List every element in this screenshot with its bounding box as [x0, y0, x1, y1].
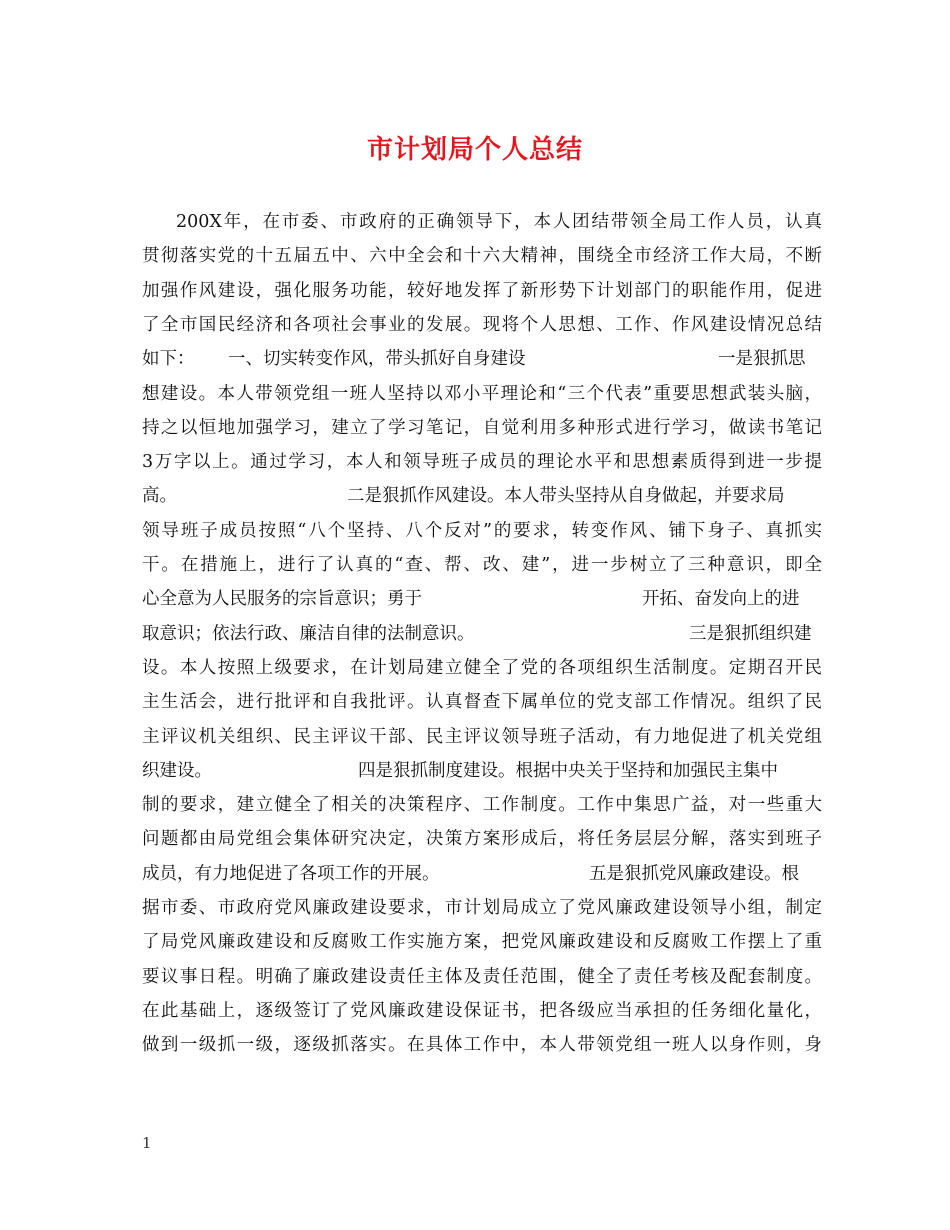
body-line-segment: 四是狠抓制度建设。根据中央关于坚持和加强民主集中	[358, 760, 778, 781]
body-line: 想建设。本人带领党组一班人坚持以邓小平理论和“三个代表”重要思想武装头脑，	[142, 383, 822, 404]
body-line: 据市委、市政府党风廉政建设要求，市计划局成立了党风廉政建设领导小组，制定	[142, 898, 822, 918]
body-line: 贯彻落实党的十五届五中、六中全会和十六大精神，围绕全市经济工作大局，不断	[142, 246, 822, 267]
body-line	[142, 857, 822, 891]
document-title: 市计划局个人总结	[366, 135, 583, 165]
body-line: 主生活会，进行批评和自我批评。认真督查下属单位的党支部工作情况。组织了民	[142, 692, 822, 713]
body-line: 了局党风廉政建设和反腐败工作实施方案，把党风廉政建设和反腐败工作摆上了重	[142, 932, 822, 953]
body-line: 要议事日程。明确了廉政建设责任主体及责任范围，健全了责任考核及配套制度。	[142, 966, 822, 987]
body-line: 做到一级抓一级，逐级抓落实。在具体工作中，本人带领党组一班人以身作则，身	[142, 1035, 822, 1056]
body-line: 持之以恒地加强学习，建立了学习笔记，自觉利用多种形式进行学习，做读书笔记	[142, 417, 822, 438]
body-line	[142, 342, 822, 376]
body-line	[142, 582, 822, 616]
body-line: 领导班子成员按照“八个坚持、八个反对”的要求，转变作风、铺下身子、真抓实	[142, 520, 822, 541]
page-number: 1	[142, 1134, 152, 1152]
body-line-segment: 织建设。	[142, 760, 212, 781]
body-line: 问题都由局党组会集体研究决定，决策方案形成后，将任务层层分解，落实到班子	[142, 829, 822, 850]
body-line: 主评议机关组织、民主评议干部、民主评议领导班子活动，有力地促进了机关党组	[142, 726, 822, 747]
body-line: 加强作风建设，强化服务功能，较好地发挥了新形势下计划部门的职能作用，促进	[142, 280, 822, 301]
body-line-segment: 取意识；依法行政、廉洁自律的法制意识。	[142, 623, 475, 644]
body-line: 了全市国民经济和各项社会事业的发展。现将个人思想、工作、作风建设情况总结	[142, 314, 822, 335]
body-line: 设。本人按照上级要求，在计划局建立健全了党的各项组织生活制度。定期召开民	[142, 657, 822, 678]
body-line-segment: 开拓、奋发向上的进	[642, 589, 800, 610]
body-line-segment: 如下：	[142, 349, 195, 370]
body-line: 制的要求，建立健全了相关的决策程序、工作制度。工作中集思广益，对一些重大	[142, 795, 822, 816]
body-line-segment: 一、切实转变作风，带头抓好自身建设	[228, 349, 526, 370]
body-line-segment: 成员，有力地促进了各项工作的开展。	[142, 863, 440, 884]
body-line-segment: 二是狠抓作风建设。本人带头坚持从自身做起，并要求局	[347, 486, 785, 507]
body-line: 200X年，在市委、市政府的正确领导下，本人团结带领全局工作人员，认真	[176, 212, 822, 232]
body-line	[142, 754, 822, 788]
body-line-segment: 高。	[142, 486, 177, 507]
body-line-segment: 三是狠抓组织建	[689, 623, 812, 644]
body-line-segment: 五是狠抓党风廉政建设。根	[589, 863, 799, 884]
body-line: 在此基础上，逐级签订了党风廉政建设保证书，把各级应当承担的任务细化量化，	[142, 1000, 822, 1021]
body-line-segment: 一是狠抓思	[718, 349, 806, 370]
body-line: 3万字以上。通过学习，本人和领导班子成员的理论水平和思想素质得到进一步提	[142, 452, 822, 473]
body-line: 干。在措施上，进行了认真的“查、帮、改、建”，进一步树立了三种意识，即全	[142, 555, 822, 575]
body-line	[142, 617, 822, 651]
body-line	[142, 479, 822, 513]
body-line-segment: 心全意为人民服务的宗旨意识；勇于	[142, 589, 422, 610]
